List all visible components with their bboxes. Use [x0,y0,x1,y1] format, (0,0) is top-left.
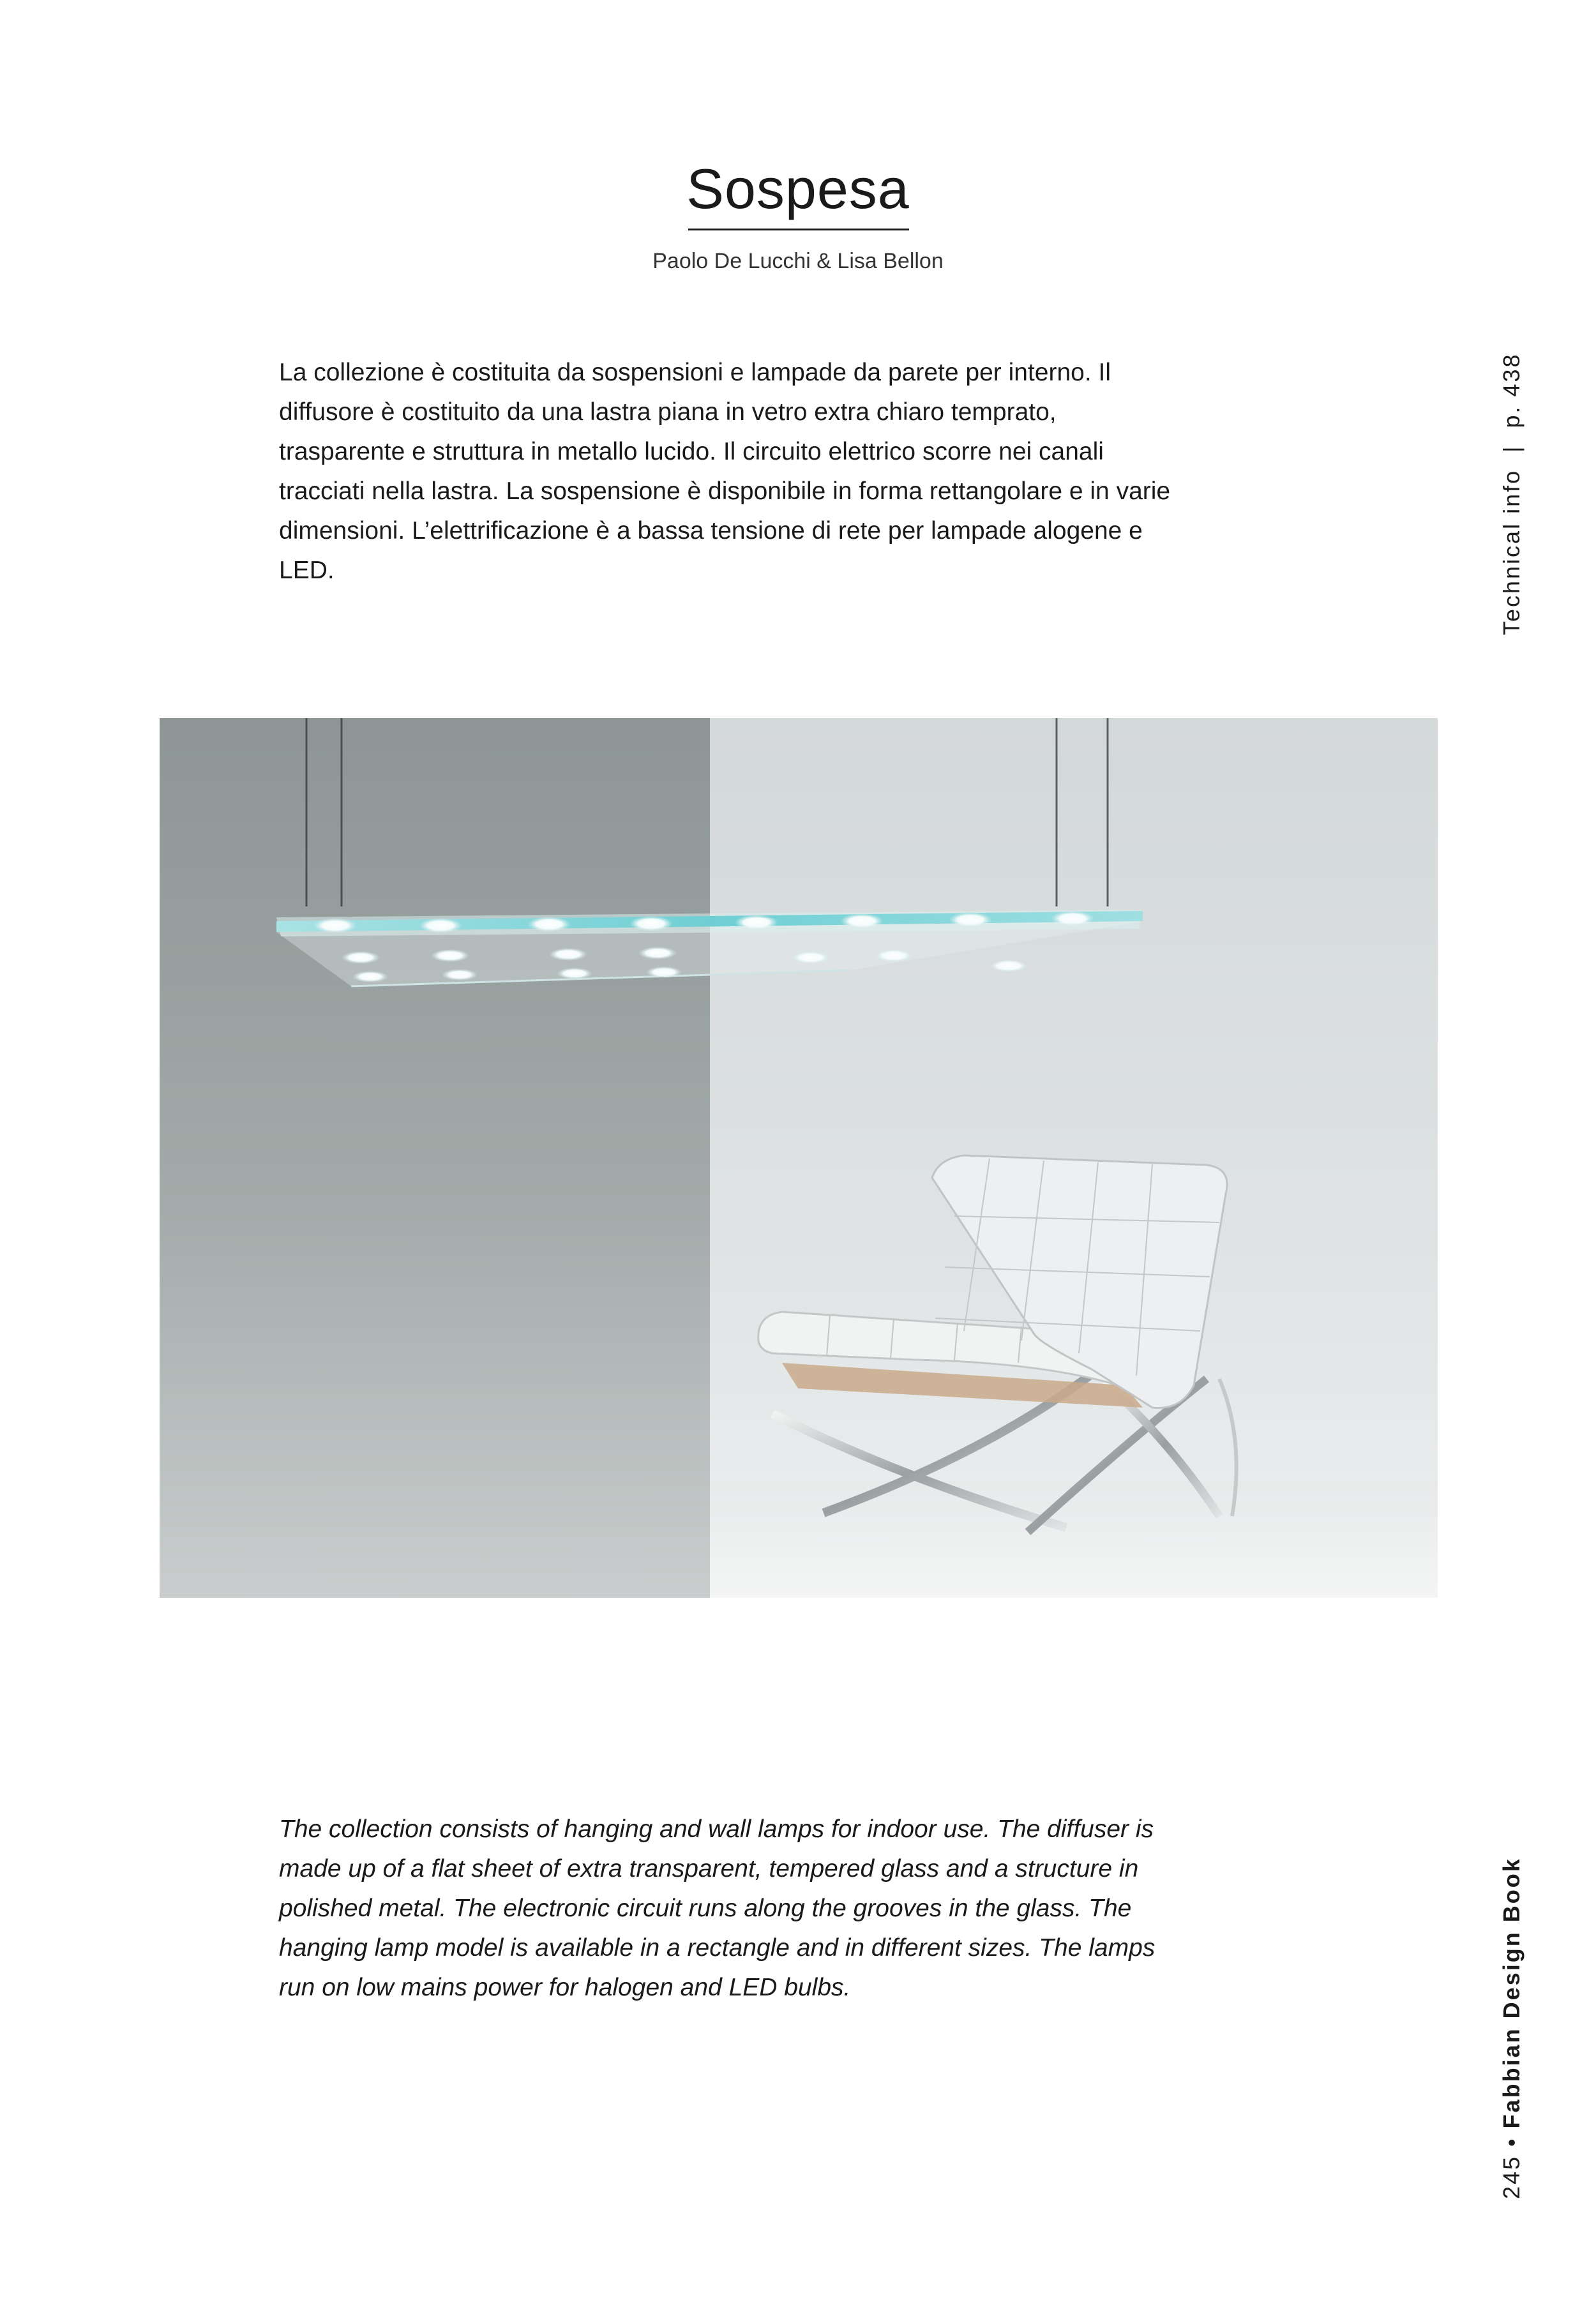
page-number: 245 • [1498,2128,1524,2199]
description-italian: La collezione è costituita da sospensioni e lampade da parete per interno. Il diffusore è costituito da una lastra piana in vetro extra chiaro temprato, trasparente e struttura in metallo lucido. Il circuito elettrico scorre nei canali tracciati nella lastra. La sospensione è disponibile in forma rettangolare e in varie dimensioni. L’elettrificazione è a bassa tensione di rete per lampade alogene e LED. [279,359,1171,584]
page-footer [1498,1857,1525,2199]
page-title: Sospesa [686,157,910,220]
description-english: The collection consists of hanging and wall lamps for indoor use. The diffuser is made up of a flat sheet of extra transparent, tempered glass and a structure in polished metal. The electronic circuit runs along the grooves in the glass. The hanging lamp model is available in a rectangle and in different sizes. The lamps run on low mains power for halogen and LED bulbs. [279,1815,1156,2001]
product-photo [160,718,1438,1598]
title-underline [688,229,909,230]
designer-credit: Paolo De Lucchi & Lisa Bellon [652,249,944,273]
book-title: Fabbian Design Book [1498,1857,1524,2129]
technical-info-reference: Technical info | p. 438 [1498,352,1524,635]
